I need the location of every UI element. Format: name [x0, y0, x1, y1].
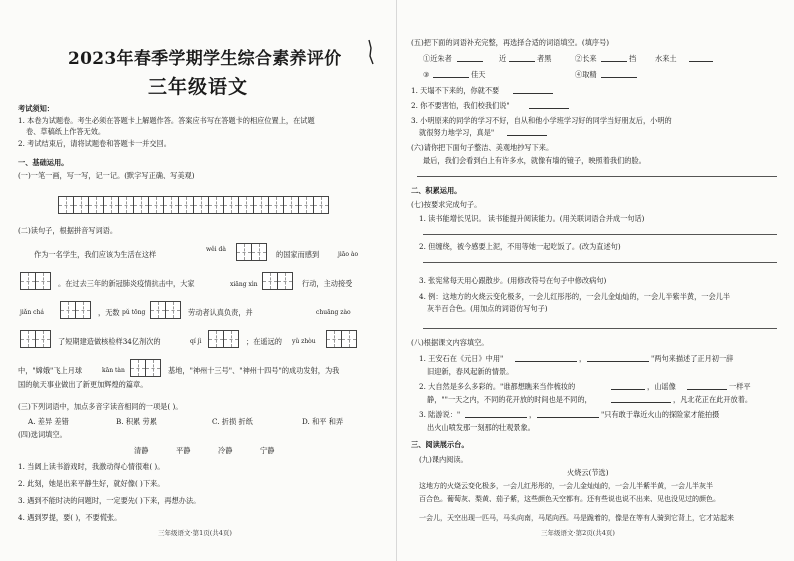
notice-line: 1. 本卷为试题卷。考生必须在答题卡上解题作答。答案应书写在答题卡的相应位置上，在试题 [18, 116, 315, 125]
word-choice: 冷静 [218, 446, 233, 455]
fill-line: ，凡北花正在此开放着。 [673, 395, 753, 404]
notice-line: 2. 考试结束后，请将试题卷和答题卡一并交回。 [18, 139, 171, 148]
pinyin-box[interactable] [20, 330, 50, 348]
idiom-item: 挡 [629, 54, 637, 63]
pinyin: kān tàn [102, 367, 125, 374]
passage-line: 了短期建造做核检样34亿剂次的 [58, 337, 161, 346]
exam-title: 2023年春季学期学生综合素养评价 [68, 49, 342, 69]
question-2: (二)读句子，根据拼音写词语。 [18, 226, 118, 235]
fill-line: 旧迎新，春风起新的情景。 [427, 367, 514, 376]
passage-line: 基地，"神州十三号"、"神州十四号"的成功发射，为我 [168, 366, 340, 375]
copy-sentence: 最后，我们会看到白上有许多水，就像有墙的镜子，映照着我们的脸。 [423, 156, 646, 165]
scan-mark [368, 38, 374, 66]
passage-line: ，无数 [98, 308, 120, 317]
answer-blank[interactable] [537, 411, 599, 418]
section-heading: 三、阅读展示台。 [411, 440, 469, 449]
passage-line: 行动，主动接受 [302, 279, 353, 288]
passage-line: 这地方的火烧云变化极多，一会儿红彤彤的，一会儿金灿灿的，一会儿半紫半黄，一会儿半灰半 [419, 482, 713, 490]
passage-line: 国的航天事业做出了新更加辉煌的篇章。 [18, 380, 148, 389]
pinyin-box[interactable] [326, 330, 356, 348]
option-b[interactable]: B. 积累 劳累 [116, 417, 157, 426]
idiom-blank[interactable] [601, 71, 637, 78]
idiom-item: ②长来 [575, 54, 597, 63]
pinyin: xiāng xìn [230, 281, 258, 288]
passage-line: 中，"嫦娥"飞上月球 [18, 366, 83, 375]
option-c[interactable]: C. 折损 折纸 [212, 417, 253, 426]
idiom-item: 近 [499, 54, 507, 63]
option-a[interactable]: A. 差异 差错 [28, 417, 69, 426]
pinyin: yǔ zhòu [292, 338, 316, 345]
writing-line[interactable] [423, 234, 777, 235]
answer-blank[interactable] [687, 383, 727, 390]
fill-line: 3. 小明原来的同学的学习不好，自从和他小学班学习好的同学当好朋友后，小明的 [411, 116, 672, 125]
passage-title: 火烧云(节选) [567, 468, 609, 477]
fill-line: 静，""一天之内，不同的花开放的时间也是不同的， [427, 395, 592, 404]
idiom-item: ①近朱者 [423, 54, 452, 63]
fill-line: 1. 当阔上读书游戏时，我激动得心情很难( )。 [18, 462, 165, 471]
pinyin: wěi dà [206, 246, 226, 253]
pinyin-box[interactable] [208, 330, 238, 348]
passage-line: 一会儿，天空出现一匹马，马头向南，马尾向西。马是跪着的，像是在等有人骑到它背上，它才站起来 [419, 514, 734, 522]
writing-grid[interactable] [58, 196, 328, 214]
fill-line: ， [579, 354, 587, 363]
passage-line: 劳动者认真负责，并 [188, 308, 253, 317]
word-choice: 清静 [134, 446, 149, 455]
passage-line: 的国家而感到 [276, 250, 320, 259]
fill-line: 1. 王安石在《元日》中用" [419, 354, 504, 363]
section-heading: 二、积累运用。 [411, 186, 462, 195]
answer-blank[interactable] [611, 396, 671, 403]
notice-heading: 考试须知： [18, 104, 54, 113]
page-footer: 三年级语文·第1页(共4页) [158, 529, 232, 537]
answer-blank[interactable] [513, 87, 553, 94]
idiom-blank[interactable] [601, 55, 627, 62]
option-d[interactable]: D. 和平 和弄 [302, 417, 344, 426]
writing-line[interactable] [417, 176, 777, 177]
idiom-blank[interactable] [509, 55, 535, 62]
fill-line: 3. 遇到不能时决的问题时，一定要先( )下来，再想办法。 [18, 496, 201, 505]
task-line: 1. 读书能增长见识。 读书能提升阅读能力。(用关联词语合并成一句话) [419, 214, 645, 223]
writing-line[interactable] [423, 262, 777, 263]
answer-blank[interactable] [529, 102, 569, 109]
idiom-blank[interactable] [457, 55, 483, 62]
idiom-item: ④取精 [575, 70, 597, 79]
answer-blank[interactable] [507, 129, 547, 136]
answer-blank[interactable] [515, 355, 577, 362]
fill-line: "两句来描述了正月初一辞 [651, 354, 734, 363]
pinyin: jiāo ào [338, 251, 359, 258]
notice-line: 卷、草稿纸上作答无效。 [26, 127, 106, 136]
fill-line: 一样平 [729, 382, 751, 391]
question-3: (三)下列词语中，加点多音字读音相同的一项是( )。 [18, 402, 183, 411]
fill-line: 3. 陆游说：" [419, 410, 461, 419]
idiom-item: ③ [423, 70, 430, 79]
idiom-item: 水来土 [655, 54, 677, 63]
pinyin-box[interactable] [60, 301, 90, 319]
fill-line: 2. 大自然是多么多彩的。"谁都想瞧来当作梳妆的 [419, 382, 576, 391]
question-6: (六)请你把下面句子整洁、美观地抄写下来。 [411, 143, 554, 152]
word-choice: 宁静 [260, 446, 275, 455]
exam-subject: 三年级语文 [148, 76, 249, 98]
question-9: (九)课内阅读。 [419, 455, 468, 464]
task-line: 4. 例：这地方的火烧云变化极多，一会儿红彤彤的，一会儿金灿灿的，一会儿半紫半黄，一会儿半 [419, 292, 731, 301]
question-5: (五)把下面的词语补充完整，再选择合适的词语填空。(填序号) [411, 38, 610, 47]
writing-line[interactable] [423, 328, 777, 329]
page-2 [397, 0, 794, 561]
question-1: (一)一笔一画，写一写，记一记。(默字写正确、写美观) [18, 171, 195, 180]
section-heading: 一、基础运用。 [18, 158, 69, 167]
idiom-item: 佳天 [471, 70, 486, 79]
fill-line: "只有敢于靠近火山的探险家才能拍摄 [601, 410, 720, 419]
passage-line: ；在遥远的 [246, 337, 282, 346]
pinyin-box[interactable] [130, 359, 160, 377]
answer-blank[interactable] [587, 355, 649, 362]
pinyin-box[interactable] [20, 272, 50, 290]
task-line: 2. 但缠绕，被今感要上泥，不用等她一起吃饭了。(改为直述句) [419, 242, 621, 251]
idiom-blank[interactable] [689, 55, 713, 62]
task-line: 3. 张宪常每天用心跟散步。(用修改符号在句子中修改病句) [419, 276, 607, 285]
pinyin-box[interactable] [236, 243, 266, 261]
idiom-blank[interactable] [433, 71, 469, 78]
pinyin-box[interactable] [150, 301, 180, 319]
task-line: 灰半百合色。(用加点的词语仿写句子) [427, 304, 548, 313]
passage-line: 。在过去三年的新冠肺炎疫情抗击中，大家 [58, 279, 195, 288]
fill-line: 出火山喷发那一刻那的壮观景象。 [427, 423, 535, 432]
pinyin: pǔ tōng [122, 309, 146, 316]
idiom-item: 者黑 [537, 54, 552, 63]
page-footer: 三年级语文·第2页(共4页) [541, 529, 615, 537]
word-choice: 平静 [176, 446, 191, 455]
fill-line: ，山谣像 [647, 382, 676, 391]
pinyin: qí jì [190, 338, 202, 345]
fill-line: 1. 天塌不下来的，你就不要 [411, 86, 500, 95]
answer-blank[interactable] [611, 383, 645, 390]
question-8: (八)根据课文内容填空。 [411, 338, 489, 347]
fill-line: 2. 此刻，她是出来平静生好，就好像( )下来。 [18, 479, 165, 488]
answer-blank[interactable] [465, 411, 527, 418]
fill-line: 4. 遇到罗提，要( )，不要慌张。 [18, 513, 122, 522]
fill-line: ， [529, 410, 537, 419]
passage-line: 百合色。葡萄灰、梨黄、茄子紫，这些颜色天空都有。还有些说也说不出来、见也没见过的颜色。 [419, 495, 720, 503]
pinyin: chuāng zào [316, 309, 351, 316]
pinyin-box[interactable] [262, 272, 292, 290]
question-7: (七)按要求完成句子。 [411, 200, 482, 209]
fill-line: 2. 你不要害怕，我们校我们说" [411, 101, 510, 110]
pinyin: jiǎn chá [20, 309, 44, 316]
question-4: (四)选词填空。 [18, 430, 67, 439]
fill-line: 就很努力地学习，真是" [419, 128, 495, 137]
passage-line: 作为一名学生，我们应该为生活在这样 [34, 250, 157, 259]
